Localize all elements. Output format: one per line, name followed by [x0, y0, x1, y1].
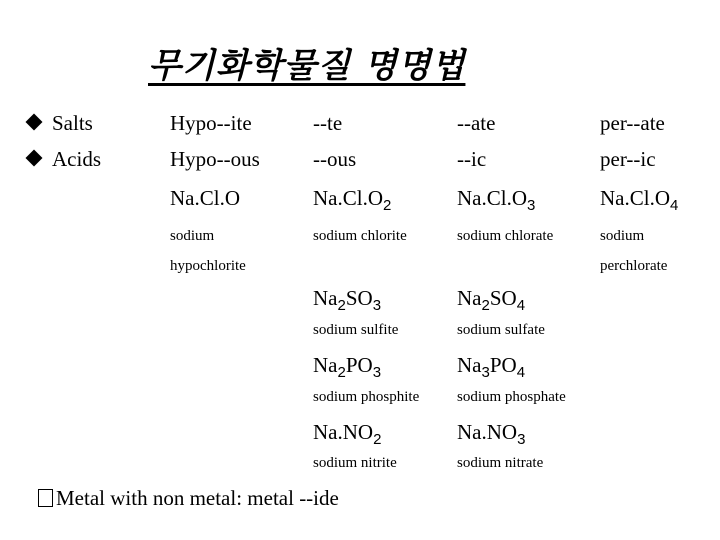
salts-ate-suffix: --ate: [457, 111, 496, 135]
missing-glyph-box-icon: [38, 489, 53, 507]
row-acids-label: Acids: [28, 147, 101, 172]
formula-na2po3: $Na_2PO_3$: [313, 353, 382, 381]
name-phosphate: sodium phosphate: [457, 389, 566, 405]
name-hypochlorite-line1: sodium: [170, 228, 215, 244]
salts-hypo-suffix: Hypo--ite: [170, 111, 252, 135]
formula-nano3: $Na.NO_3$: [457, 420, 526, 448]
name-sulfite: sodium sulfite: [313, 322, 399, 338]
acids-ous-suffix: --ous: [313, 147, 357, 171]
name-perchlorate-line1: sodium: [600, 228, 645, 244]
formula-naclo: Na.Cl.O: [170, 186, 240, 210]
name-chlorite: sodium chlorite: [313, 228, 407, 244]
acids-ic-suffix: --ic: [457, 147, 487, 171]
salts-ite-suffix: --te: [313, 111, 343, 135]
acids-hypo-suffix: Hypo--ous: [170, 147, 260, 171]
name-sulfate: sodium sulfate: [457, 322, 545, 338]
acids-per-suffix: per--ic: [600, 147, 656, 171]
name-chlorate: sodium chlorate: [457, 228, 554, 244]
footer-rule: Metal with non metal: metal --ide: [38, 486, 339, 511]
formula-na2so3: $Na_2SO_3$: [313, 286, 382, 314]
formula-na2so4: $Na_2SO_4$: [457, 286, 526, 314]
diamond-bullet-icon: [26, 114, 43, 131]
formula-nano2: $Na.NO_2$: [313, 420, 382, 448]
name-nitrite: sodium nitrite: [313, 455, 397, 471]
row-salts-label: Salts: [28, 111, 93, 136]
name-nitrate: sodium nitrate: [457, 455, 544, 471]
name-phosphite: sodium phosphite: [313, 389, 420, 405]
name-perchlorate-line2: perchlorate: [600, 258, 668, 274]
salts-per-suffix: per--ate: [600, 111, 665, 135]
formula-naclo2: $Na.Cl.O_2$: [313, 186, 392, 214]
formula-naclo4: $Na.Cl.O_4$: [600, 186, 679, 214]
formula-na3po4: $Na_3PO_4$: [457, 353, 526, 381]
name-hypochlorite-line2: hypochlorite: [170, 258, 246, 274]
page-title: 무기화학물질 명명법: [148, 46, 466, 86]
diamond-bullet-icon: [26, 150, 43, 167]
formula-naclo3: $Na.Cl.O_3$: [457, 186, 536, 214]
